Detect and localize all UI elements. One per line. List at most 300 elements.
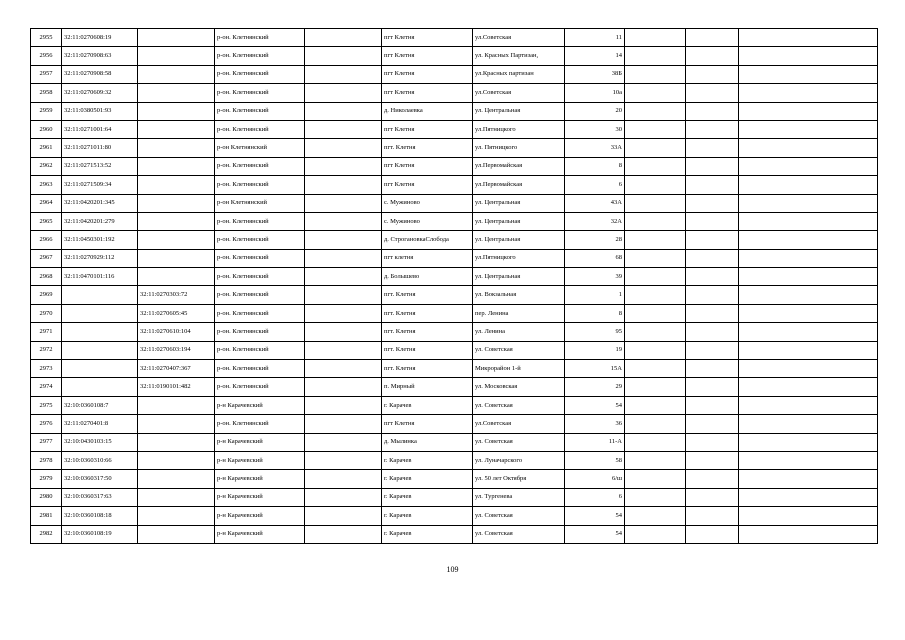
cell-house-number: 1: [565, 286, 625, 304]
cell-blank-column: [305, 231, 382, 249]
cell-blank-column-3: [686, 47, 739, 65]
cell-blank-column-3: [686, 360, 739, 378]
cell-blank-column-3: [686, 65, 739, 83]
cell-row-number: 2955: [31, 29, 62, 47]
cell-cadastral-number-a: 32:11:0270908:58: [62, 65, 138, 83]
cell-house-number: 95: [565, 323, 625, 341]
cell-blank-column-4: [739, 268, 878, 286]
cell-blank-column-3: [686, 378, 739, 396]
cell-blank-column-3: [686, 323, 739, 341]
cell-row-number: 2968: [31, 268, 62, 286]
cell-cadastral-number-b: 32:11:0270407:367: [138, 360, 215, 378]
cell-row-number: 2965: [31, 212, 62, 230]
cell-blank-column-4: [739, 433, 878, 451]
cell-blank-column: [305, 396, 382, 414]
cell-settlement: пгт Клетня: [382, 120, 473, 138]
cell-blank-column-4: [739, 525, 878, 543]
cell-row-number: 2979: [31, 470, 62, 488]
table-row: [31, 102, 878, 120]
cell-cadastral-number-a: [62, 341, 138, 359]
cell-street: ул.Первомайская: [473, 176, 565, 194]
cell-row-number: 2960: [31, 120, 62, 138]
cell-blank-column: [305, 157, 382, 175]
cell-street: Микрорайон 1-й: [473, 360, 565, 378]
cell-blank-column-2: [625, 360, 686, 378]
cell-district: р-он. Клетнянский: [215, 157, 305, 175]
cell-district: р-н Карачевский: [215, 507, 305, 525]
cell-district: р-он. Клетнянский: [215, 268, 305, 286]
cell-row-number: 2957: [31, 65, 62, 83]
cell-cadastral-number-b: [138, 488, 215, 506]
cell-settlement: с. Мужиново: [382, 194, 473, 212]
cell-house-number: 8: [565, 304, 625, 322]
cell-blank-column-2: [625, 212, 686, 230]
cell-cadastral-number-b: [138, 102, 215, 120]
cell-cadastral-number-b: [138, 396, 215, 414]
cell-cadastral-number-b: [138, 139, 215, 157]
cell-district: р-он. Клетнянский: [215, 84, 305, 102]
cell-blank-column-2: [625, 525, 686, 543]
cell-blank-column: [305, 470, 382, 488]
cell-district: р-он. Клетнянский: [215, 323, 305, 341]
cell-house-number: 6: [565, 488, 625, 506]
cell-blank-column-2: [625, 249, 686, 267]
cell-blank-column-4: [739, 212, 878, 230]
cell-street: ул. Красных Партизан,: [473, 47, 565, 65]
cell-blank-column-4: [739, 157, 878, 175]
table-row: [31, 304, 878, 322]
cell-blank-column-3: [686, 341, 739, 359]
cell-street: ул. Луначарского: [473, 451, 565, 469]
cell-house-number: 33А: [565, 139, 625, 157]
cell-row-number: 2970: [31, 304, 62, 322]
cell-blank-column-3: [686, 415, 739, 433]
table-row: [31, 433, 878, 451]
cell-blank-column: [305, 415, 382, 433]
cell-cadastral-number-a: 32:11:0420201:279: [62, 212, 138, 230]
cell-settlement: пгт Клетня: [382, 415, 473, 433]
table-row: [31, 378, 878, 396]
cell-blank-column: [305, 47, 382, 65]
cell-blank-column-2: [625, 139, 686, 157]
cell-district: р-он. Клетнянский: [215, 249, 305, 267]
cell-street: ул. Центральная: [473, 102, 565, 120]
cell-cadastral-number-b: [138, 157, 215, 175]
cell-cadastral-number-a: 32:10:0360108:7: [62, 396, 138, 414]
cell-row-number: 2982: [31, 525, 62, 543]
table-row: [31, 341, 878, 359]
page-number: 109: [446, 565, 459, 574]
cell-house-number: 10а: [565, 84, 625, 102]
cell-cadastral-number-b: 32:11:0270603:194: [138, 341, 215, 359]
cell-house-number: 19: [565, 341, 625, 359]
cell-settlement: пгт клетня: [382, 249, 473, 267]
cell-blank-column-3: [686, 451, 739, 469]
table-row: [31, 29, 878, 47]
cell-settlement: пгт. Клетня: [382, 304, 473, 322]
table-row: [31, 525, 878, 543]
cell-street: ул. Московская: [473, 378, 565, 396]
cell-street: ул. Центральная: [473, 212, 565, 230]
cell-blank-column-2: [625, 102, 686, 120]
cell-blank-column-4: [739, 120, 878, 138]
cell-street: ул.Пятницкого: [473, 120, 565, 138]
table-row: [31, 231, 878, 249]
cell-blank-column-4: [739, 507, 878, 525]
cell-cadastral-number-b: [138, 525, 215, 543]
cell-street: ул.Красных партизан: [473, 65, 565, 83]
cell-street: ул. Центральная: [473, 231, 565, 249]
cell-house-number: 6/ш: [565, 470, 625, 488]
cell-district: р-он. Клетнянский: [215, 415, 305, 433]
cell-house-number: 54: [565, 396, 625, 414]
cell-blank-column-4: [739, 415, 878, 433]
cell-blank-column-3: [686, 231, 739, 249]
cell-street: ул. Советская: [473, 525, 565, 543]
table-row: [31, 249, 878, 267]
cell-settlement: пгт Клетня: [382, 84, 473, 102]
cell-blank-column-2: [625, 176, 686, 194]
cell-district: р-он. Клетнянский: [215, 65, 305, 83]
cell-blank-column-2: [625, 470, 686, 488]
table-row: [31, 65, 878, 83]
table-body: [31, 29, 878, 544]
cell-house-number: 11: [565, 29, 625, 47]
cell-street: ул. Советская: [473, 396, 565, 414]
cell-blank-column: [305, 341, 382, 359]
cell-blank-column: [305, 120, 382, 138]
table-row: [31, 415, 878, 433]
cell-blank-column-4: [739, 488, 878, 506]
cell-blank-column-2: [625, 65, 686, 83]
cell-street: ул.Советская: [473, 84, 565, 102]
cell-street: ул. Советская: [473, 433, 565, 451]
cell-cadastral-number-a: 32:11:0470101:116: [62, 268, 138, 286]
cell-row-number: 2973: [31, 360, 62, 378]
cell-blank-column-3: [686, 525, 739, 543]
cell-district: р-он. Клетнянский: [215, 176, 305, 194]
cell-settlement: п. Мирный: [382, 378, 473, 396]
cell-settlement: пгт Клетня: [382, 29, 473, 47]
cell-blank-column-3: [686, 120, 739, 138]
cell-settlement: д. Болышево: [382, 268, 473, 286]
cell-street: ул. Советская: [473, 507, 565, 525]
cell-settlement: д. СтрогановкаСлобода: [382, 231, 473, 249]
cell-district: р-н Карачевский: [215, 396, 305, 414]
cell-settlement: г. Карачев: [382, 396, 473, 414]
cell-blank-column: [305, 194, 382, 212]
cell-cadastral-number-a: [62, 286, 138, 304]
cell-settlement: пгт. Клетня: [382, 360, 473, 378]
cell-blank-column-4: [739, 304, 878, 322]
cell-blank-column-3: [686, 433, 739, 451]
cell-blank-column-4: [739, 176, 878, 194]
cell-cadastral-number-a: 32:10:0360108:19: [62, 525, 138, 543]
cell-house-number: 32А: [565, 212, 625, 230]
cell-blank-column: [305, 451, 382, 469]
cell-row-number: 2963: [31, 176, 62, 194]
cell-cadastral-number-b: [138, 212, 215, 230]
cell-blank-column: [305, 176, 382, 194]
cell-street: ул.Советская: [473, 415, 565, 433]
cell-street: ул. Вокзальная: [473, 286, 565, 304]
cell-blank-column-2: [625, 231, 686, 249]
cell-house-number: 54: [565, 507, 625, 525]
cell-blank-column: [305, 286, 382, 304]
cell-house-number: 68: [565, 249, 625, 267]
cell-blank-column-2: [625, 396, 686, 414]
cell-district: р-н Карачевский: [215, 451, 305, 469]
cell-cadastral-number-b: [138, 470, 215, 488]
cell-cadastral-number-a: [62, 378, 138, 396]
cell-house-number: 11-А: [565, 433, 625, 451]
cell-blank-column: [305, 139, 382, 157]
cell-district: р-н Карачевский: [215, 433, 305, 451]
cell-blank-column-3: [686, 507, 739, 525]
cell-blank-column-3: [686, 286, 739, 304]
cell-blank-column-4: [739, 65, 878, 83]
table-row: [31, 507, 878, 525]
cell-blank-column-2: [625, 415, 686, 433]
cell-blank-column: [305, 212, 382, 230]
cell-cadastral-number-a: 32:11:0271001:64: [62, 120, 138, 138]
cell-settlement: пгт Клетня: [382, 47, 473, 65]
table-row: [31, 286, 878, 304]
cell-house-number: 14: [565, 47, 625, 65]
cell-cadastral-number-a: 32:11:0450301:192: [62, 231, 138, 249]
cell-cadastral-number-a: 32:10:0360317:63: [62, 488, 138, 506]
cell-cadastral-number-b: [138, 84, 215, 102]
cell-blank-column-2: [625, 120, 686, 138]
cell-cadastral-number-a: 32:11:0270609:32: [62, 84, 138, 102]
cell-blank-column-2: [625, 268, 686, 286]
cell-cadastral-number-a: 32:11:0271509:34: [62, 176, 138, 194]
cell-blank-column-4: [739, 396, 878, 414]
table-row: [31, 84, 878, 102]
cell-house-number: 30: [565, 120, 625, 138]
cell-cadastral-number-a: [62, 323, 138, 341]
cell-settlement: д. Николаевка: [382, 102, 473, 120]
cell-row-number: 2969: [31, 286, 62, 304]
registry-table: [30, 28, 878, 544]
cell-blank-column-2: [625, 378, 686, 396]
cell-cadastral-number-b: [138, 47, 215, 65]
cell-row-number: 2956: [31, 47, 62, 65]
cell-blank-column: [305, 323, 382, 341]
cell-cadastral-number-b: 32:11:0270303:72: [138, 286, 215, 304]
cell-cadastral-number-b: [138, 249, 215, 267]
cell-blank-column-2: [625, 29, 686, 47]
cell-settlement: пгт Клетня: [382, 65, 473, 83]
cell-blank-column-2: [625, 304, 686, 322]
cell-house-number: 54: [565, 525, 625, 543]
cell-blank-column-4: [739, 47, 878, 65]
cell-blank-column: [305, 29, 382, 47]
cell-blank-column-4: [739, 249, 878, 267]
cell-cadastral-number-a: 32:11:0271513:52: [62, 157, 138, 175]
cell-settlement: пгт Клетня: [382, 176, 473, 194]
cell-street: пер. Ленина: [473, 304, 565, 322]
cell-district: р-он Клетнянский: [215, 194, 305, 212]
cell-district: р-он. Клетнянский: [215, 231, 305, 249]
cell-blank-column-3: [686, 194, 739, 212]
cell-blank-column: [305, 84, 382, 102]
cell-row-number: 2958: [31, 84, 62, 102]
cell-district: р-он. Клетнянский: [215, 212, 305, 230]
cell-cadastral-number-a: 32:11:0270401:8: [62, 415, 138, 433]
cell-row-number: 2962: [31, 157, 62, 175]
cell-house-number: 15А: [565, 360, 625, 378]
cell-cadastral-number-a: 32:11:0380501:93: [62, 102, 138, 120]
cell-blank-column-3: [686, 157, 739, 175]
cell-blank-column-4: [739, 29, 878, 47]
cell-settlement: пгт. Клетня: [382, 139, 473, 157]
cell-settlement: г. Карачев: [382, 451, 473, 469]
cell-cadastral-number-b: [138, 176, 215, 194]
table-row: [31, 323, 878, 341]
cell-blank-column-4: [739, 323, 878, 341]
cell-street: ул.Первомайская: [473, 157, 565, 175]
cell-blank-column-2: [625, 323, 686, 341]
cell-blank-column: [305, 268, 382, 286]
cell-settlement: г. Карачев: [382, 488, 473, 506]
cell-settlement: пгт. Клетня: [382, 286, 473, 304]
cell-row-number: 2975: [31, 396, 62, 414]
cell-street: ул.Советская: [473, 29, 565, 47]
cell-blank-column-3: [686, 488, 739, 506]
cell-house-number: 39: [565, 268, 625, 286]
cell-cadastral-number-b: [138, 268, 215, 286]
cell-settlement: г. Карачев: [382, 507, 473, 525]
cell-house-number: 6: [565, 176, 625, 194]
cell-cadastral-number-b: 32:11:0270605:45: [138, 304, 215, 322]
cell-settlement: г. Карачев: [382, 470, 473, 488]
cell-blank-column-3: [686, 139, 739, 157]
cell-house-number: 8: [565, 157, 625, 175]
cell-house-number: 43А: [565, 194, 625, 212]
cell-blank-column-2: [625, 286, 686, 304]
cell-blank-column-4: [739, 470, 878, 488]
cell-house-number: 36: [565, 415, 625, 433]
cell-blank-column-2: [625, 488, 686, 506]
cell-blank-column-3: [686, 29, 739, 47]
cell-cadastral-number-b: [138, 507, 215, 525]
table-row: [31, 120, 878, 138]
cell-district: р-он. Клетнянский: [215, 29, 305, 47]
cell-cadastral-number-b: [138, 231, 215, 249]
cell-blank-column-3: [686, 304, 739, 322]
cell-blank-column: [305, 378, 382, 396]
cell-house-number: 38Б: [565, 65, 625, 83]
cell-row-number: 2974: [31, 378, 62, 396]
cell-blank-column-2: [625, 433, 686, 451]
cell-blank-column-4: [739, 84, 878, 102]
cell-cadastral-number-a: 32:10:0360310:66: [62, 451, 138, 469]
cell-cadastral-number-b: [138, 120, 215, 138]
table-row: [31, 488, 878, 506]
cell-cadastral-number-b: [138, 451, 215, 469]
cell-blank-column: [305, 249, 382, 267]
cell-cadastral-number-a: [62, 360, 138, 378]
cell-blank-column: [305, 304, 382, 322]
cell-settlement: пгт. Клетня: [382, 323, 473, 341]
cell-blank-column-2: [625, 451, 686, 469]
cell-settlement: г. Карачев: [382, 525, 473, 543]
cell-cadastral-number-b: [138, 194, 215, 212]
cell-cadastral-number-a: 32:11:0270608:19: [62, 29, 138, 47]
cell-cadastral-number-a: 32:10:0360317:50: [62, 470, 138, 488]
cell-blank-column: [305, 433, 382, 451]
cell-district: р-н Карачевский: [215, 525, 305, 543]
cell-blank-column-4: [739, 286, 878, 304]
cell-district: р-он. Клетнянский: [215, 378, 305, 396]
cell-settlement: пгт. Клетня: [382, 341, 473, 359]
cell-row-number: 2971: [31, 323, 62, 341]
cell-blank-column-2: [625, 84, 686, 102]
cell-row-number: 2976: [31, 415, 62, 433]
cell-cadastral-number-a: 32:11:0420201:345: [62, 194, 138, 212]
cell-street: ул.Пятницкого: [473, 249, 565, 267]
table-row: [31, 194, 878, 212]
cell-blank-column: [305, 360, 382, 378]
cell-house-number: 20: [565, 102, 625, 120]
cell-street: ул. Тургенева: [473, 488, 565, 506]
cell-settlement: д. Мылинка: [382, 433, 473, 451]
cell-blank-column-3: [686, 470, 739, 488]
cell-blank-column-4: [739, 451, 878, 469]
table-row: [31, 176, 878, 194]
cell-cadastral-number-a: 32:11:0270929:112: [62, 249, 138, 267]
cell-blank-column-2: [625, 47, 686, 65]
cell-cadastral-number-b: [138, 433, 215, 451]
cell-cadastral-number-a: [62, 304, 138, 322]
table-row: [31, 157, 878, 175]
cell-street: ул. Советская: [473, 341, 565, 359]
cell-district: р-он. Клетнянский: [215, 47, 305, 65]
cell-blank-column-4: [739, 341, 878, 359]
cell-district: р-он. Клетнянский: [215, 102, 305, 120]
table-row: [31, 451, 878, 469]
cell-blank-column-4: [739, 102, 878, 120]
cell-cadastral-number-b: [138, 29, 215, 47]
cell-row-number: 2978: [31, 451, 62, 469]
cell-row-number: 2981: [31, 507, 62, 525]
table-row: [31, 47, 878, 65]
cell-blank-column-3: [686, 268, 739, 286]
cell-blank-column-2: [625, 194, 686, 212]
cell-house-number: 29: [565, 378, 625, 396]
cell-row-number: 2964: [31, 194, 62, 212]
cell-row-number: 2967: [31, 249, 62, 267]
table-row: [31, 396, 878, 414]
cell-district: р-н Карачевский: [215, 488, 305, 506]
table-row: [31, 360, 878, 378]
cell-cadastral-number-b: 32:11:0270610:104: [138, 323, 215, 341]
cell-settlement: с. Мужиново: [382, 212, 473, 230]
cell-blank-column-3: [686, 84, 739, 102]
cell-blank-column-3: [686, 249, 739, 267]
table-row: [31, 212, 878, 230]
cell-blank-column-3: [686, 396, 739, 414]
cell-house-number: 58: [565, 451, 625, 469]
cell-blank-column-2: [625, 507, 686, 525]
cell-row-number: 2980: [31, 488, 62, 506]
cell-house-number: 28: [565, 231, 625, 249]
cell-blank-column-3: [686, 176, 739, 194]
cell-cadastral-number-b: [138, 415, 215, 433]
cell-street: ул. Пятницкого: [473, 139, 565, 157]
cell-settlement: пгт Клетня: [382, 157, 473, 175]
